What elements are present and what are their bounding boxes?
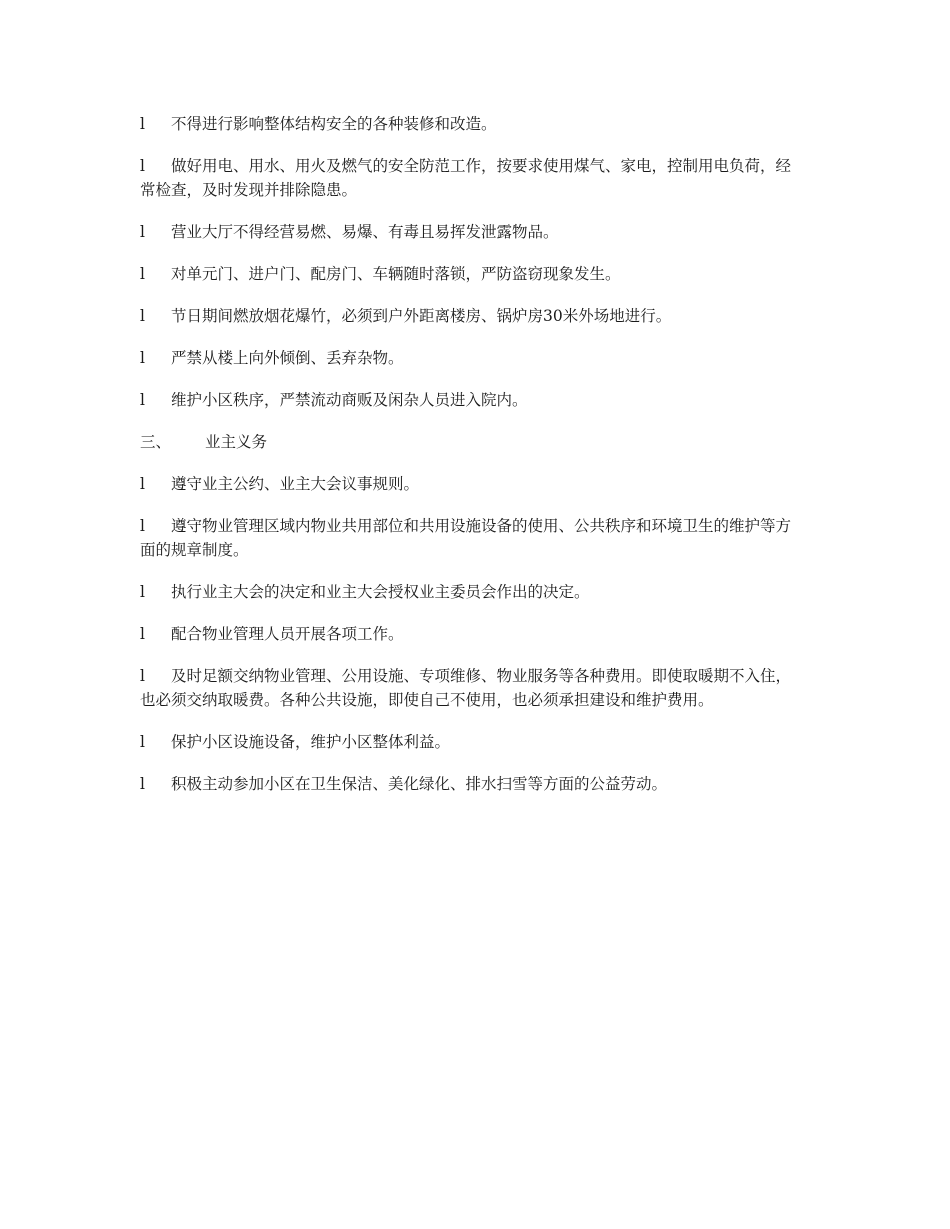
list-item (140, 514, 805, 562)
list-item-text: 营业大厅不得经营易燃、易爆、有毒且易挥发泄露物品。 (171, 223, 559, 241)
bullet-marker: l (140, 349, 145, 367)
bullet-marker: l (140, 265, 145, 283)
list-item (140, 730, 805, 754)
list-item-text: 节日期间燃放烟花爆竹，必须到户外距离楼房、锅炉房30米外场地进行。 (171, 307, 672, 325)
bullet-marker: l (140, 517, 145, 535)
list-item-text: 积极主动参加小区在卫生保洁、美化绿化、排水扫雪等方面的公益劳动。 (171, 775, 668, 793)
bullet-marker: l (140, 475, 145, 493)
list-item (140, 262, 805, 286)
list-item-text: 不得进行影响整体结构安全的各种装修和改造。 (171, 115, 497, 133)
bullet-marker: l (140, 157, 145, 175)
document-page (140, 112, 805, 814)
bullet-marker: l (140, 307, 145, 325)
bullet-marker: l (140, 667, 145, 685)
section-heading (140, 430, 805, 454)
bullet-marker: l (140, 115, 145, 133)
list-item (140, 622, 805, 646)
bullet-marker: l (140, 625, 145, 643)
bullet-marker: l (140, 391, 145, 409)
list-item-text: 做好用电、用水、用火及燃气的安全防范工作，按要求使用煤气、家电，控制用电负荷，经常检查，及时发现并排除隐患。 (140, 157, 792, 199)
bullet-marker: l (140, 733, 145, 751)
list-item-text: 遵守业主公约、业主大会议事规则。 (171, 475, 420, 493)
list-item (140, 772, 805, 796)
list-item (140, 220, 805, 244)
list-item-text: 严禁从楼上向外倾倒、丢弃杂物。 (171, 349, 404, 367)
list-item (140, 304, 805, 328)
list-item (140, 664, 805, 712)
list-item-text: 遵守物业管理区域内物业共用部位和共用设施设备的使用、公共秩序和环境卫生的维护等方面的规章制度。 (140, 517, 792, 559)
list-item (140, 388, 805, 412)
list-item-text: 维护小区秩序，严禁流动商贩及闲杂人员进入院内。 (171, 391, 528, 409)
list-item-text: 及时足额交纳物业管理、公用设施、专项维修、物业服务等各种费用。即使取暖期不入住，也必须交纳取暖费。各种公共设施，即使自己不使用，也必须承担建设和维护费用。 (140, 667, 792, 709)
list-item (140, 580, 805, 604)
bullet-marker: l (140, 223, 145, 241)
list-item (140, 154, 805, 202)
bullet-marker: l (140, 775, 145, 793)
list-item-text: 配合物业管理人员开展各项工作。 (171, 625, 404, 643)
section-title: 业主义务 (205, 433, 268, 451)
list-item-text: 保护小区设施设备，维护小区整体利益。 (171, 733, 451, 751)
list-item (140, 112, 805, 136)
list-item-text: 对单元门、进户门、配房门、车辆随时落锁，严防盗窃现象发生。 (171, 265, 621, 283)
list-item (140, 346, 805, 370)
bullet-marker: l (140, 583, 145, 601)
list-item (140, 472, 805, 496)
section-number: 三、 (140, 433, 172, 451)
list-item-text: 执行业主大会的决定和业主大会授权业主委员会作出的决定。 (171, 583, 590, 601)
